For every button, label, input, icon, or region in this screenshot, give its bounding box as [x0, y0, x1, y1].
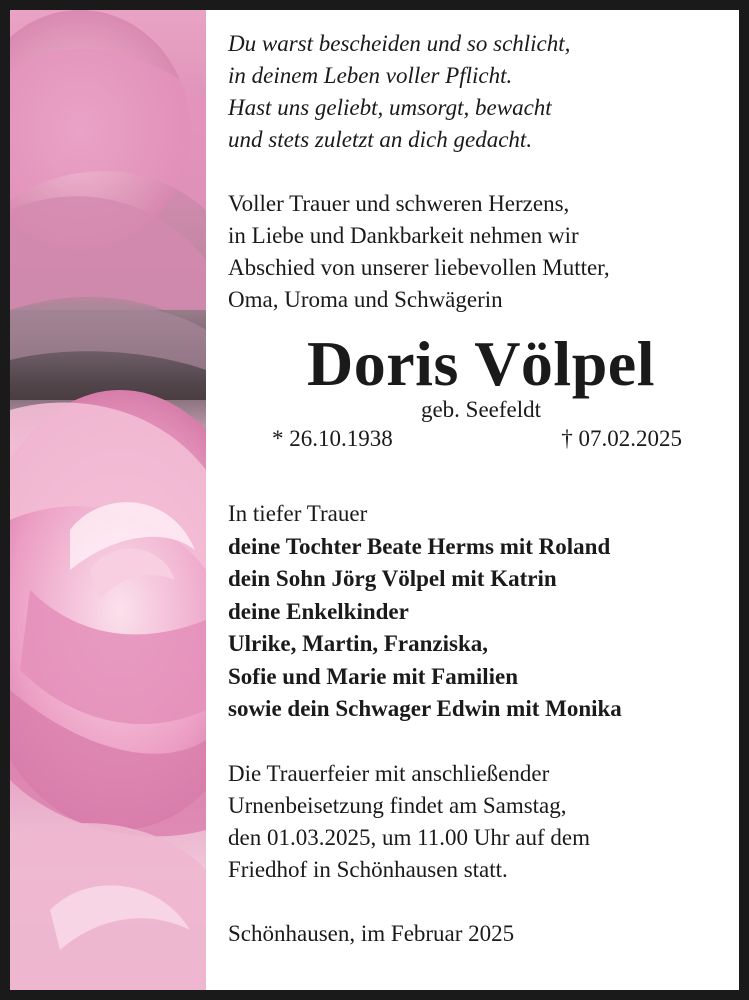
intro-line: in Liebe und Dankbarkeit nehmen wir — [228, 223, 579, 248]
mourner-line: Sofie und Marie mit Familien — [228, 663, 519, 689]
service-line: Die Trauerfeier mit anschließender — [228, 760, 550, 786]
mourner-line: Ulrike, Martin, Franziska, — [228, 631, 488, 656]
poem-line: Hast uns geliebt, umsorgt, bewacht — [228, 95, 552, 120]
mourner-line: deine Tochter Beate Herms mit Roland — [228, 533, 611, 559]
service-info — [228, 758, 734, 886]
service-line: Urnenbeisetzung findet am Samstag, — [228, 792, 567, 818]
service-line: den 01.03.2025, um 11.00 Uhr auf dem — [228, 824, 590, 850]
mourner-line: sowie dein Schwager Edwin mit Monika — [228, 696, 622, 721]
obituary-text — [228, 28, 734, 950]
service-line: Friedhof in Schönhausen statt. — [228, 856, 508, 882]
life-dates — [228, 424, 734, 454]
rose-illustration — [10, 10, 206, 990]
mourners — [228, 498, 734, 726]
intro-line: Voller Trauer und schweren Herzens, — [228, 191, 570, 216]
birth-name: geb. Seefeldt — [420, 397, 542, 422]
mourner-line: dein Sohn Jörg Völpel mit Katrin — [228, 566, 557, 591]
poem — [228, 28, 734, 156]
poem-line: und stets zuletzt an dich gedacht. — [228, 127, 533, 152]
mourners-intro: In tiefer Trauer — [228, 501, 368, 526]
intro-line: Abschied von unserer liebevollen Mutter, — [228, 255, 610, 280]
intro-text — [228, 188, 734, 316]
poem-line: Du warst bescheiden und so schlicht, — [228, 31, 571, 56]
intro-line: Oma, Uroma und Schwägerin — [228, 287, 503, 312]
rose-photo — [10, 10, 206, 990]
deceased-name: Doris Völpel — [307, 328, 655, 399]
birth-date: * 26.10.1938 — [272, 426, 393, 451]
mourner-line: deine Enkelkinder — [228, 598, 409, 624]
place-date: Schönhausen, im Februar 2025 — [228, 920, 515, 946]
poem-line: in deinem Leben voller Pflicht. — [228, 63, 513, 88]
death-date: † 07.02.2025 — [561, 426, 682, 451]
